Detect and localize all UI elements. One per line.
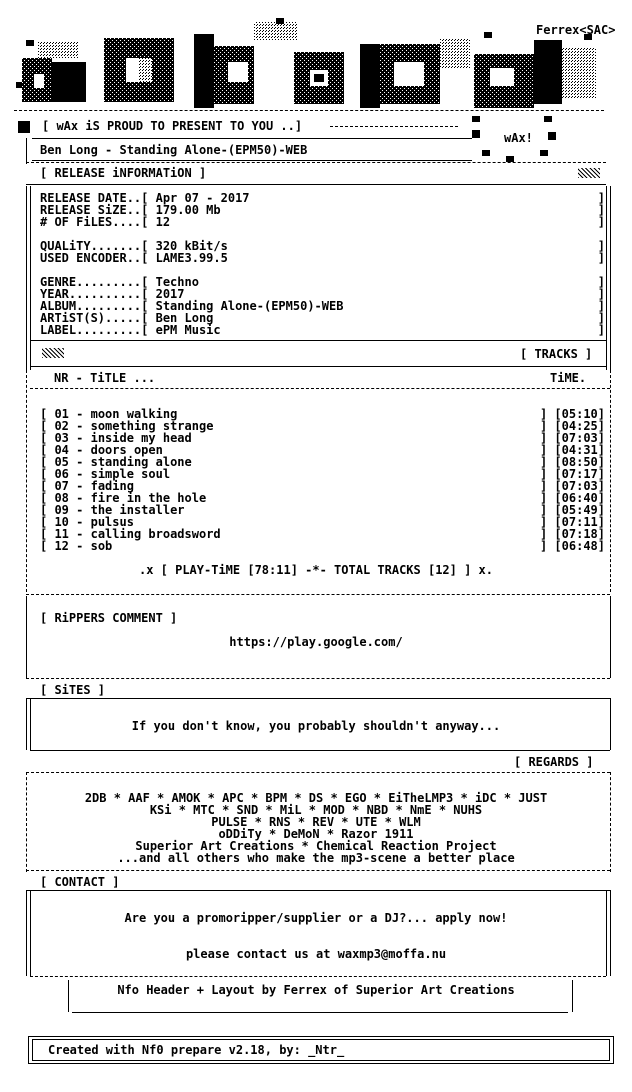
credit-box-bottom [72,1012,568,1013]
track-time: 07:11 [561,515,598,529]
track-nr: 03 [54,431,69,445]
info-shade [578,168,600,178]
track-nr: 05 [54,455,69,469]
track-row: [ 12 - sob ] [06:48] [40,539,605,553]
info-label: LABEL.........[ [40,323,149,337]
info-rule-bottom [30,340,606,341]
info-value: 320 kBit/s [155,239,228,253]
tracks-rule [30,366,606,367]
info-row-encoder: USED ENCODER..[ LAME3.99.5 ] [40,251,605,265]
info-row-label: LABEL.........[ ePM Music ] [40,323,605,337]
info-row-album: ALBUM.........[ Standing Alone-(EPM50)-WEB ] [40,299,605,313]
track-time: 04:25 [561,419,598,433]
sites-rule-bottom [30,750,610,751]
contact-box-left-inner [30,890,31,976]
logo-baseline [14,110,604,111]
regards-line: PULSE * RNS * REV * UTE * WLM [211,815,421,829]
rippers-url[interactable]: https://play.google.com/ [229,635,403,649]
track-time: 05:10 [561,407,598,421]
info-label: QUALiTY.......[ [40,239,149,253]
track-title: simple soul [90,467,171,481]
tracks-total: .x [ PLAY-TiME [78:11] -*- TOTAL TRACKS [12] ] x. [138,563,493,577]
present-rule [330,126,458,127]
track-title: pulsus [90,515,134,529]
info-value: LAME3.99.5 [155,251,228,265]
info-row-size: RELEASE SiZE..[ 179.00 Mb ] [40,203,605,217]
present-line: [ wAx iS PROUD TO PRESENT TO YOU ..] [42,119,303,133]
info-box-right-inner [610,186,611,370]
track-row: [ 01 - moon walking ] [05:10] [40,407,605,421]
info-row-files: # OF FiLES....[ 12 ] [40,215,605,229]
regards-rule-bottom [26,870,610,871]
track-title: inside my head [90,431,192,445]
track-nr: 07 [54,479,69,493]
info-label: RELEASE DATE..[ [40,191,149,205]
info-label: RELEASE SiZE..[ [40,203,149,217]
track-nr: 02 [54,419,69,433]
track-title: something strange [90,419,214,433]
track-nr: 08 [54,491,69,505]
track-nr: 06 [54,467,69,481]
track-row: [ 11 - calling broadsword ] [07:18] [40,527,605,541]
track-time: 07:03 [561,479,598,493]
track-nr: 01 [54,407,69,421]
info-section-label: [ RELEASE iNFORMATiON ] [40,166,207,180]
track-row: [ 05 - standing alone ] [08:50] [40,455,605,469]
info-box-right [606,186,607,370]
tag-dot [540,150,548,156]
regards-line: ...and all others who make the mp3-scene a better place [117,851,515,865]
contact-rule-top [26,890,610,891]
regards-line: Superior Art Creations * Chemical Reaction Project [135,839,497,853]
track-time: 05:49 [561,503,598,517]
created-with: Created with Nf0 prepare v2.18, by: _Ntr_ [48,1043,345,1057]
title-box-bottom [32,160,472,161]
track-nr: 10 [54,515,69,529]
track-row: [ 08 - fire in the hole ] [06:40] [40,491,605,505]
info-row-quality: QUALiTY.......[ 320 kBit/s ] [40,239,605,253]
regards-label: [ REGARDS ] [514,755,594,769]
info-value: Ben Long [155,311,214,325]
regards-line: 2DB * AAF * AMOK * APC * BPM * DS * EGO * EiTheLMP3 * iDC * JUST [84,791,548,805]
rippers-rule-bottom [26,678,610,679]
info-value: ePM Music [155,323,221,337]
info-value: Techno [155,275,199,289]
regards-rule-top [26,772,610,773]
track-row: [ 07 - fading ] [07:03] [40,479,605,493]
track-time: 06:40 [561,491,598,505]
tag-dot [472,130,480,138]
tag-dot [548,132,556,140]
col-nr-title: NR - TiTLE ... [54,371,156,385]
title-box-left [26,138,27,164]
tag-dot [544,116,552,122]
info-rule [26,184,606,185]
contact-label: [ CONTACT ] [40,875,120,889]
ascii-credit: Ferrex<SAC> [536,23,616,37]
tracks-box-left [26,370,27,592]
contact-line-apply: Are you a promoripper/supplier or a DJ?... apply now! [124,911,508,925]
info-label: USED ENCODER..[ [40,251,149,265]
contact-box-left [26,890,27,976]
regards-line: KSi * MTC * SND * MiL * MOD * NBD * NmE * NUHS [149,803,483,817]
track-nr: 12 [54,539,69,553]
track-nr: 09 [54,503,69,517]
regards-line: oDDiTy * DeMoN * Razor 1911 [218,827,414,841]
track-time: 07:17 [561,467,598,481]
tracks-section-label: [ TRACKS ] [520,347,593,361]
track-time: 04:31 [561,443,598,457]
release-title: Ben Long - Standing Alone-(EPM50)-WEB [40,143,308,157]
rippers-rule-top [26,594,610,595]
track-title: the installer [90,503,185,517]
info-label: # OF FiLES....[ [40,215,149,229]
tracks-shade [42,348,64,358]
info-row-date: RELEASE DATE..[ Apr 07 - 2017 ] [40,191,605,205]
track-title: doors open [90,443,163,457]
info-value: 179.00 Mb [155,203,221,217]
info-label: YEAR..........[ [40,287,149,301]
track-row: [ 06 - simple soul ] [07:17] [40,467,605,481]
info-label: ALBUM.........[ [40,299,149,313]
info-row-year: YEAR..........[ 2017 ] [40,287,605,301]
tag-dot [482,150,490,156]
contact-line-email[interactable]: please contact us at waxmp3@moffa.nu [185,947,447,961]
track-row: [ 09 - the installer ] [05:49] [40,503,605,517]
present-block [18,121,30,133]
contact-rule-bottom [30,976,606,977]
track-title: sob [90,539,113,553]
info-box-left [26,186,27,370]
sites-text: If you don't know, you probably shouldn't anyway... [131,719,501,733]
track-time: 07:18 [561,527,598,541]
wax-tag: wAx! [504,131,533,145]
tracks-header-rule [30,388,610,389]
info-row-artist: ARTiST(S).....[ Ben Long ] [40,311,605,325]
track-title: standing alone [90,455,192,469]
title-box-top [32,138,472,139]
layout-credit: Nfo Header + Layout by Ferrex of Superior Art Creations [117,983,515,997]
info-box-left-inner [30,186,31,370]
info-row-genre: GENRE.........[ Techno ] [40,275,605,289]
track-time: 07:03 [561,431,598,445]
track-time: 06:48 [561,539,598,553]
info-label: GENRE.........[ [40,275,149,289]
info-label: ARTiST(S).....[ [40,311,149,325]
info-rule-top [26,162,606,163]
tag-dot [472,116,480,122]
sites-rule-top [26,698,610,699]
info-value: Apr 07 - 2017 [155,191,250,205]
wax-logo-art [14,18,604,122]
track-title: calling broadsword [90,527,221,541]
track-title: fading [90,479,134,493]
track-row: [ 02 - something strange ] [04:25] [40,419,605,433]
info-value: 2017 [155,287,185,301]
track-row: [ 03 - inside my head ] [07:03] [40,431,605,445]
track-nr: 11 [54,527,69,541]
track-nr: 04 [54,443,69,457]
track-row: [ 04 - doors open ] [04:31] [40,443,605,457]
track-title: moon walking [90,407,178,421]
col-time: TiME. [550,371,587,385]
tracks-box-right [610,370,611,592]
contact-box-right [610,890,611,976]
contact-box-right-inner [606,890,607,976]
info-value: Standing Alone-(EPM50)-WEB [155,299,344,313]
info-value: 12 [155,215,171,229]
rippers-label: [ RiPPERS COMMENT ] [40,611,178,625]
sites-label: [ SiTES ] [40,683,106,697]
track-title: fire in the hole [90,491,207,505]
track-time: 08:50 [561,455,598,469]
track-row: [ 10 - pulsus ] [07:11] [40,515,605,529]
